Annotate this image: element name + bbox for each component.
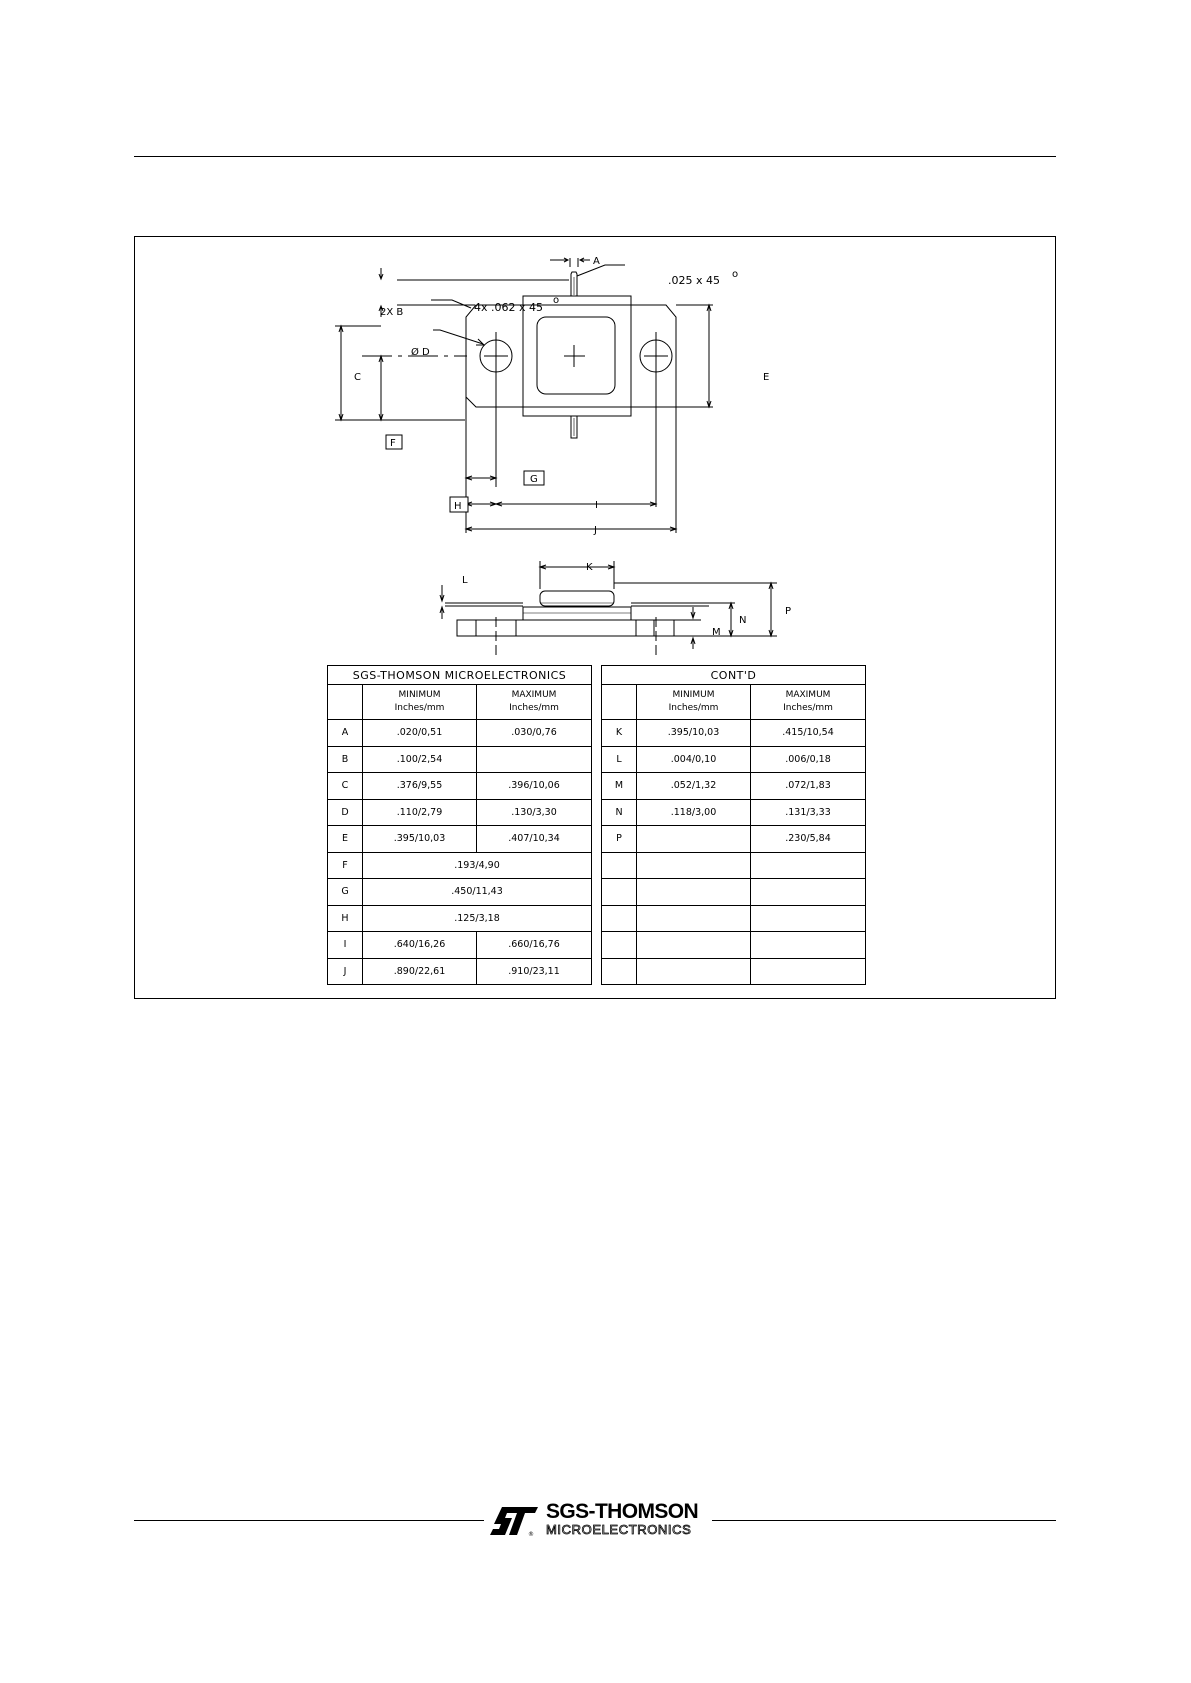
dim-j-label: J — [594, 525, 597, 536]
table-row: H .125/3,18 — [328, 905, 592, 932]
table-left-title: SGS-THOMSON MICROELECTRONICS — [328, 666, 592, 685]
table-row: L .004/0,10 .006/0,18 — [602, 746, 866, 773]
table-row: C .376/9,55 .396/10,06 — [328, 773, 592, 800]
dim-2x-b-text: 2X B — [380, 307, 404, 318]
dim-h-label: H — [454, 501, 462, 512]
side-body — [523, 607, 631, 620]
dim-l-label: L — [462, 575, 468, 586]
table-row — [602, 958, 866, 985]
package-drawing — [135, 237, 1055, 657]
table-row: N .118/3,00 .131/3,33 — [602, 799, 866, 826]
side-flange — [457, 620, 674, 636]
table-row — [602, 852, 866, 879]
table-row: M .052/1,32 .072/1,83 — [602, 773, 866, 800]
table-row: A .020/0,51 .030/0,76 — [328, 720, 592, 747]
dim-m-label: M — [712, 627, 721, 638]
table-row: G .450/11,43 — [328, 879, 592, 906]
table-row — [602, 932, 866, 959]
dim-k-label: K — [586, 562, 593, 573]
dim-n-label: N — [739, 615, 747, 626]
table-row: P .230/5,84 — [602, 826, 866, 853]
table-row: I .640/16,26 .660/16,76 — [328, 932, 592, 959]
table-row: K .395/10,03 .415/10,54 — [602, 720, 866, 747]
footer-subtitle: MICROELECTRONICS — [546, 1522, 692, 1537]
svg-text:®: ® — [528, 1531, 534, 1537]
min-header: MINIMUM Inches/mm — [363, 685, 477, 720]
dim-d-label: Ø D — [411, 347, 430, 358]
table-row: B .100/2,54 — [328, 746, 592, 773]
dim-a-label: A — [593, 256, 600, 267]
degree-symbol-body: o — [553, 295, 560, 306]
package-outline-frame — [134, 236, 1056, 999]
table-row: E .395/10,03 .407/10,34 — [328, 826, 592, 853]
table-row — [602, 879, 866, 906]
dim-i-label: I — [595, 500, 598, 511]
dim-p-label: P — [785, 606, 792, 617]
footer-logo — [484, 1500, 712, 1540]
chamfer-lead-label: .025 x 45 — [668, 274, 720, 287]
min-header: MINIMUM Inches/mm — [637, 685, 751, 720]
st-logo-icon — [488, 1505, 540, 1537]
header-rule — [134, 156, 1056, 157]
max-header: MAXIMUM Inches/mm — [751, 685, 866, 720]
dim-f-label: F — [390, 438, 396, 449]
dim-e-label: E — [763, 372, 770, 383]
chamfer-body-label: 4x .062 x 45 — [474, 301, 543, 314]
degree-symbol-lead: o — [732, 269, 739, 280]
table-row: F .193/4,90 — [328, 852, 592, 879]
table-row: J .890/22,61 .910/23,11 — [328, 958, 592, 985]
table-right-title: CONT'D — [602, 666, 866, 685]
dim-c-label: C — [354, 372, 361, 383]
table-row: D .110/2,79 .130/3,30 — [328, 799, 592, 826]
table-row — [602, 905, 866, 932]
dim-g-label: G — [530, 474, 538, 485]
max-header: MAXIMUM Inches/mm — [477, 685, 592, 720]
dimensions-table-right — [601, 665, 866, 985]
footer-brand: SGS-THOMSON — [546, 1500, 699, 1523]
dimensions-table-left — [327, 665, 592, 985]
